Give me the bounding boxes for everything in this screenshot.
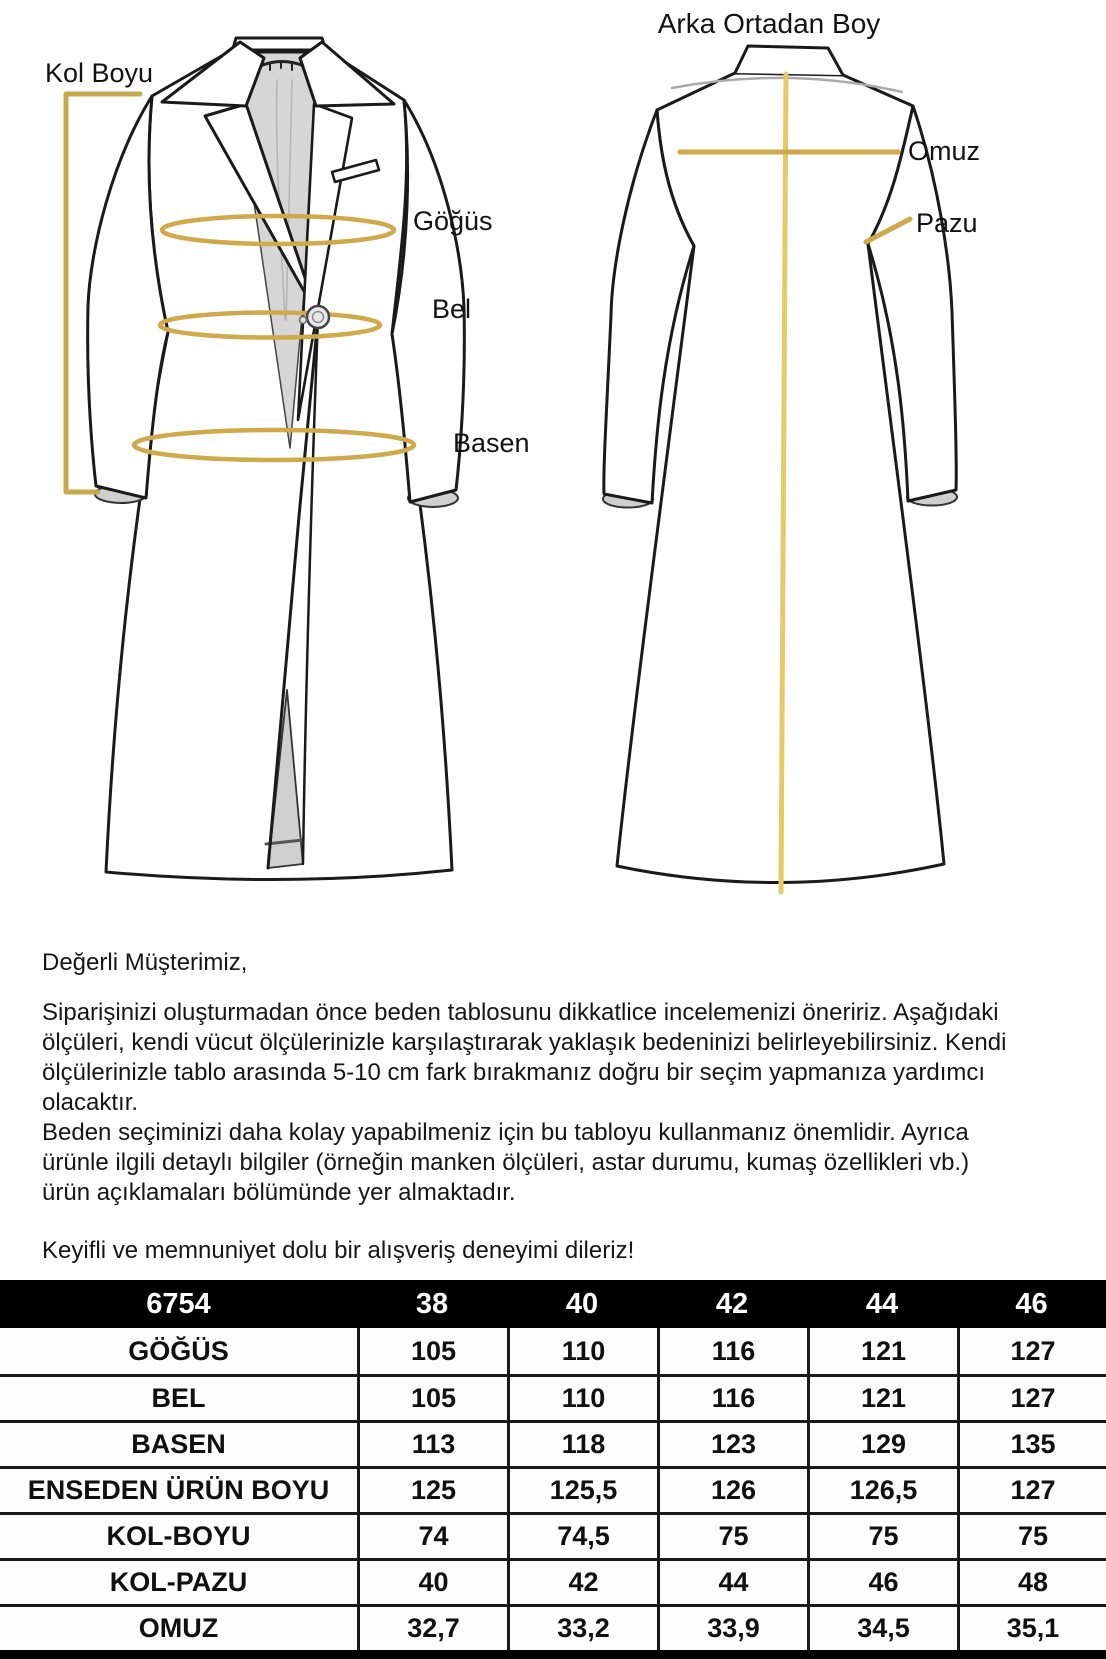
size-value-42: 33,9 (657, 1607, 807, 1650)
size-table-row-7 (0, 1604, 1106, 1650)
size-table-header-row (0, 1280, 1106, 1328)
size-value-46: 127 (957, 1469, 1106, 1512)
size-value-38: 32,7 (357, 1607, 507, 1650)
front-left-collar (162, 42, 264, 106)
label-basen: Basen (453, 428, 530, 458)
size-value-42: 126 (657, 1469, 807, 1512)
size-value-38: 125 (357, 1469, 507, 1512)
paragraph-1-line-1: Siparişinizi oluşturmadan önce beden tablosunu dikkatlice incelemenizi öneririz. Aşağıdaki (42, 999, 999, 1026)
size-value-44: 121 (807, 1377, 957, 1420)
bottom-black-bar (0, 1650, 1106, 1659)
size-value-40: 110 (507, 1377, 657, 1420)
front-right-collar (300, 42, 394, 106)
size-table-row-2 (0, 1374, 1106, 1420)
label-gogus: Göğüs (413, 206, 493, 236)
header-size-40: 40 (565, 1287, 599, 1320)
size-table-body (0, 1328, 1106, 1650)
label-bel: Bel (432, 294, 472, 324)
size-value-40: 74,5 (507, 1515, 657, 1558)
size-value-46: 48 (957, 1561, 1106, 1604)
header-size-46: 46 (1015, 1287, 1048, 1320)
size-value-44: 126,5 (807, 1469, 957, 1512)
header-size-44: 44 (865, 1287, 899, 1320)
front-button (307, 306, 329, 328)
paragraph-1-line-3: ölçülerinizle tablo arasında 5-10 cm fark bırakmanız doğru bir seçim yapmanıza yardımcı (42, 1059, 986, 1086)
size-value-46: 127 (957, 1377, 1106, 1420)
size-value-42: 75 (657, 1515, 807, 1558)
size-value-42: 116 (657, 1328, 807, 1374)
size-value-44: 75 (807, 1515, 957, 1558)
row-label: BEL (151, 1383, 206, 1413)
paragraph-2-line-2: ürünle ilgili detaylı bilgiler (örneğin manken ölçüleri, astar durumu, kumaş özellikleri vb.) (42, 1149, 970, 1176)
size-value-46: 127 (957, 1328, 1106, 1374)
row-label: GÖĞÜS (128, 1335, 229, 1366)
paragraph-1-line-4: olacaktır. (42, 1089, 139, 1116)
size-value-40: 118 (507, 1423, 657, 1466)
label-omuz: Omuz (908, 136, 981, 166)
paragraph-2 (42, 1118, 1082, 1208)
row-label: ENSEDEN ÜRÜN BOYU (27, 1475, 330, 1505)
size-table-row-6 (0, 1558, 1106, 1604)
size-value-46: 75 (957, 1515, 1106, 1558)
size-table-row-3 (0, 1420, 1106, 1466)
row-label: BASEN (131, 1429, 226, 1459)
label-pazu: Pazu (916, 208, 978, 238)
label-kol-boyu: Kol Boyu (45, 58, 154, 88)
header-size-38: 38 (415, 1287, 449, 1320)
row-label: OMUZ (138, 1613, 219, 1643)
label-arka-ortadan-boy: Arka Ortadan Boy (657, 8, 881, 39)
size-value-38: 40 (357, 1561, 507, 1604)
size-value-44: 46 (807, 1561, 957, 1604)
size-value-40: 42 (507, 1561, 657, 1604)
closing-line: Keyifli ve memnuniyet dolu bir alışveriş deneyimi dileriz! (42, 1237, 635, 1264)
size-value-44: 121 (807, 1328, 957, 1374)
size-value-46: 35,1 (957, 1607, 1106, 1650)
paragraph-1 (42, 998, 1082, 1118)
greeting-line: Değerli Müşterimiz, (42, 949, 248, 976)
row-label: KOL-PAZU (109, 1567, 248, 1597)
size-table-row-4 (0, 1466, 1106, 1512)
size-value-38: 105 (357, 1377, 507, 1420)
back-collar (735, 46, 843, 75)
size-table (0, 1280, 1106, 1650)
size-value-38: 105 (357, 1328, 507, 1374)
size-value-46: 135 (957, 1423, 1106, 1466)
size-value-44: 34,5 (807, 1607, 957, 1650)
size-value-38: 113 (357, 1423, 507, 1466)
size-value-42: 44 (657, 1561, 807, 1604)
paragraph-1-line-2: ölçüleri, kendi vücut ölçülerinizle karşılaştırarak yaklaşık bedeninizi belirleyebilirsiniz. Kendi (42, 1029, 1007, 1056)
size-table-row-1 (0, 1328, 1106, 1374)
size-value-40: 110 (507, 1328, 657, 1374)
paragraph-2-line-1: Beden seçiminizi daha kolay yapabilmeniz için bu tabloyu kullanmanız önemlidir. Ayrıca (42, 1119, 969, 1146)
size-table-row-5 (0, 1512, 1106, 1558)
size-value-42: 123 (657, 1423, 807, 1466)
customer-info-text (42, 948, 1082, 1266)
size-value-44: 129 (807, 1423, 957, 1466)
size-value-42: 116 (657, 1377, 807, 1420)
size-value-40: 33,2 (507, 1607, 657, 1650)
size-value-38: 74 (357, 1515, 507, 1558)
paragraph-2-line-3: ürün açıklamaları bölümünde yer almaktadır. (42, 1179, 516, 1206)
header-product-code: 6754 (146, 1287, 211, 1320)
row-label: KOL-BOYU (106, 1521, 251, 1551)
header-size-42: 42 (715, 1287, 749, 1320)
size-value-40: 125,5 (507, 1469, 657, 1512)
